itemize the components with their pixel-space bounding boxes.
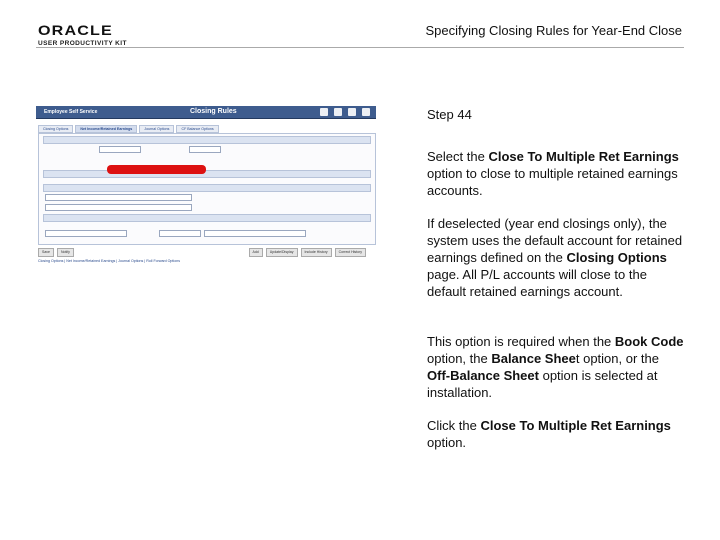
p3-text: This option is required when the [427, 334, 615, 349]
screenshot-section-header [43, 214, 371, 222]
tab-closing-options: Closing Options [38, 125, 73, 133]
home-icon [320, 108, 328, 116]
update-display-button: Update/Display [266, 248, 298, 257]
screenshot-panel [38, 133, 376, 245]
step-label: Step 44 [427, 107, 472, 122]
screenshot-field [204, 230, 306, 237]
notify-button: Notify [57, 248, 74, 257]
signout-icon [362, 108, 370, 116]
logo-subtitle: USER PRODUCTIVITY KIT [38, 40, 127, 47]
header-divider [36, 47, 684, 48]
p3-text-end: option is selected at installation. [427, 368, 658, 400]
screenshot-field [45, 230, 127, 237]
screenshot-tabs [38, 125, 219, 133]
tab-cf-balance: CF Balance Options [176, 125, 218, 133]
p3-text-mid1: option, the [427, 351, 492, 366]
screenshot-field [159, 230, 201, 237]
p3-bold-book-code: Book Code [614, 334, 684, 349]
screenshot-page-title: Closing Rules [190, 108, 237, 115]
close-to-multiple-ret-earnings-highlight[interactable] [107, 165, 206, 174]
screenshot-title-bar [36, 106, 376, 119]
screenshot-toolbar-icons [320, 108, 370, 116]
p2-text: If deselected (year end closings only), the system uses the default account for retained earnings defined on the [427, 216, 683, 265]
include-history-button: Include History [301, 248, 332, 257]
p3-bold-off-balance: Off-Balance Sheet [427, 368, 539, 383]
add-favorite-icon [348, 108, 356, 116]
instruction-paragraph-2 [427, 215, 685, 300]
oracle-upk-logo [38, 22, 128, 47]
p1-bold: Close To Multiple Ret Earnings [488, 149, 679, 164]
p4-text: Click the [427, 418, 481, 433]
p3-bold-balance-sheet: Balance Shee [491, 351, 576, 366]
screenshot-field [189, 146, 221, 153]
p1-text-end: option to close to multiple retained earnings accounts. [427, 166, 678, 198]
screenshot-brand: Employee Self Service [44, 109, 98, 115]
logo-brand: ORACLE [38, 22, 113, 38]
instruction-paragraph-1 [427, 148, 685, 199]
worklist-icon [334, 108, 342, 116]
p2-bold: Closing Options [566, 250, 667, 265]
screenshot-footer-links: Closing Options | Net Income/Retained Earnings | Journal Options | Roll Forward Options [38, 259, 181, 263]
screenshot-left-buttons [38, 248, 74, 257]
screenshot-field [99, 146, 141, 153]
p3-text-mid2: t option, or the [575, 351, 659, 366]
tab-journal-options: Journal Options [139, 125, 174, 133]
save-button: Save [38, 248, 54, 257]
p2-text-end: page. All P/L accounts will close to the default retained earnings account. [427, 267, 647, 299]
screenshot-section-header [43, 136, 371, 144]
screenshot-section-header [43, 170, 371, 178]
add-button: Add [249, 248, 263, 257]
document-title: Specifying Closing Rules for Year-End Close [425, 23, 682, 38]
screenshot-field [45, 194, 192, 201]
instruction-paragraph-4 [427, 417, 685, 451]
screenshot-section-header [43, 184, 371, 192]
tab-net-income: Net Income/Retained Earnings [75, 125, 137, 133]
p4-bold: Close To Multiple Ret Earnings [480, 418, 671, 433]
screenshot-field [45, 204, 192, 211]
p1-text: Select the [427, 149, 489, 164]
screenshot-right-buttons [249, 248, 366, 257]
p4-text-end: option. [427, 435, 467, 450]
instruction-paragraph-3 [427, 333, 685, 401]
correct-history-button: Correct History [335, 248, 366, 257]
application-screenshot [36, 106, 376, 268]
